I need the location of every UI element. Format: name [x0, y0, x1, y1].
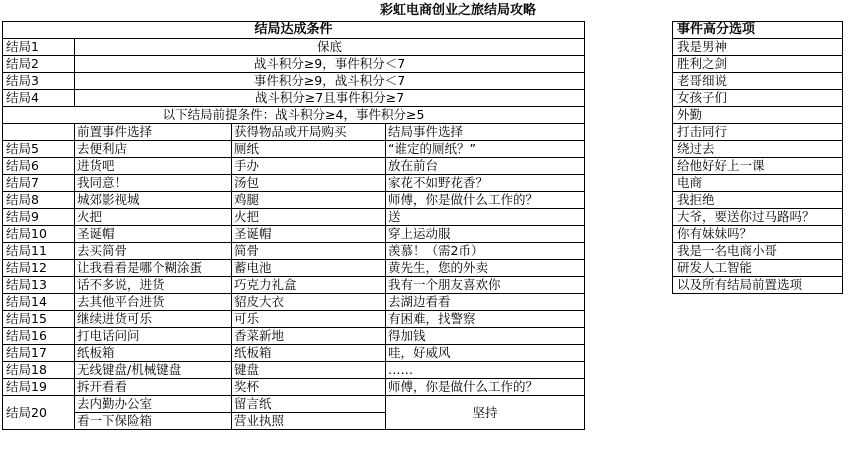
ending-label: 结局6: [3, 158, 75, 175]
table-row: [3, 311, 585, 328]
event-option: 给他好好上一课: [673, 158, 843, 175]
event-options-list: [673, 39, 843, 294]
column-header-item: 获得物品或开局购买: [232, 124, 386, 141]
list-item: [673, 192, 843, 209]
list-item: [673, 243, 843, 260]
ending-event-cell: 羡慕！（需2币）: [386, 243, 585, 260]
event-option: 胜利之剑: [673, 56, 843, 73]
table-row: [3, 209, 585, 226]
item-cell: 貂皮大衣: [232, 294, 386, 311]
ending-conditions-header: 结局达成条件: [3, 22, 585, 39]
item-cell: 营业执照: [232, 413, 386, 430]
table-row: [3, 345, 585, 362]
table-row: [3, 158, 585, 175]
ending-condition: 保底: [75, 39, 585, 56]
page-title: 彩虹电商创业之旅结局攻略: [380, 3, 537, 18]
ending-label: 结局14: [3, 294, 75, 311]
event-option: 外勤: [673, 107, 843, 124]
ending-label: 结局12: [3, 260, 75, 277]
pre-event-cell: 拆开看看: [75, 379, 232, 396]
ending-label: 结局5: [3, 141, 75, 158]
event-high-score-table: [672, 21, 843, 294]
ending-label: 结局13: [3, 277, 75, 294]
ending-label: 结局9: [3, 209, 75, 226]
ending-label: 结局10: [3, 226, 75, 243]
event-option: 我是男神: [673, 39, 843, 56]
ending-event-cell: ……: [386, 362, 585, 379]
event-option: 打击同行: [673, 124, 843, 141]
event-option: 以及所有结局前置选项: [673, 277, 843, 294]
ending-label: 结局4: [3, 90, 75, 107]
item-cell: 键盘: [232, 362, 386, 379]
item-cell: 纸板箱: [232, 345, 386, 362]
ending-event-cell: 送: [386, 209, 585, 226]
ending-event-cell: 师傅，你是做什么工作的？: [386, 192, 585, 209]
event-option: 电商: [673, 175, 843, 192]
ending-event-cell: 去湖边看看: [386, 294, 585, 311]
table-row: [3, 73, 585, 90]
ending-label: 结局7: [3, 175, 75, 192]
ending-label: 结局8: [3, 192, 75, 209]
item-cell: 手办: [232, 158, 386, 175]
ending-label: 结局2: [3, 56, 75, 73]
table-row: [3, 328, 585, 345]
table-row: [3, 294, 585, 311]
pre-event-cell: 话不多说，进货: [75, 277, 232, 294]
pre-event-cell: 圣诞帽: [75, 226, 232, 243]
ending-label: 结局20: [3, 396, 75, 430]
item-cell: 火把: [232, 209, 386, 226]
ending-condition: 战斗积分≥9，事件积分＜7: [75, 56, 585, 73]
pre-event-cell: 打电话问问: [75, 328, 232, 345]
event-high-score-header: 事件高分选项: [673, 22, 843, 39]
list-item: [673, 277, 843, 294]
table-row: [3, 260, 585, 277]
list-item: [673, 175, 843, 192]
table-row: [3, 226, 585, 243]
pre-event-cell: 城郊影视城: [75, 192, 232, 209]
list-item: [673, 141, 843, 158]
item-cell: 简骨: [232, 243, 386, 260]
event-option: 研发人工智能: [673, 260, 843, 277]
pre-event-cell: 看一下保险箱: [75, 413, 232, 430]
list-item: [673, 107, 843, 124]
event-option: 你有妹妹吗？: [673, 226, 843, 243]
pre-event-cell: 去买简骨: [75, 243, 232, 260]
list-item: [673, 73, 843, 90]
list-item: [673, 158, 843, 175]
table-row: [3, 141, 585, 158]
column-header-blank: [3, 124, 75, 141]
list-item: [673, 56, 843, 73]
item-cell: 厕纸: [232, 141, 386, 158]
event-option: 绕过去: [673, 141, 843, 158]
ending-rows: [3, 141, 585, 396]
column-header-pre-event: 前置事件选择: [75, 124, 232, 141]
pre-event-cell: 纸板箱: [75, 345, 232, 362]
ending-label: 结局16: [3, 328, 75, 345]
table-row: [3, 192, 585, 209]
item-cell: 圣诞帽: [232, 226, 386, 243]
ending-event-cell: 师傅，你是做什么工作的？: [386, 379, 585, 396]
item-cell: 奖杯: [232, 379, 386, 396]
list-item: [673, 209, 843, 226]
item-cell: 鸡腿: [232, 192, 386, 209]
item-cell: 巧克力礼盒: [232, 277, 386, 294]
ending-label: 结局3: [3, 73, 75, 90]
list-item: [673, 260, 843, 277]
pre-event-cell: 让我看看是哪个糊涂蛋: [75, 260, 232, 277]
ending-event-cell: “谁定的厕纸？”: [386, 141, 585, 158]
pre-event-cell: 火把: [75, 209, 232, 226]
table-row: [3, 396, 585, 413]
pre-event-cell: 去内勤办公室: [75, 396, 232, 413]
table-row: [3, 90, 585, 107]
column-header-row: [3, 124, 585, 141]
event-option: 我拒绝: [673, 192, 843, 209]
table-row: [3, 175, 585, 192]
ending-label: 结局11: [3, 243, 75, 260]
ending-condition: 事件积分≥9，战斗积分＜7: [75, 73, 585, 90]
event-option: 女孩子们: [673, 90, 843, 107]
table-row: [3, 243, 585, 260]
ending-label: 结局1: [3, 39, 75, 56]
event-option: 我是一名电商小哥: [673, 243, 843, 260]
item-cell: 蓄电池: [232, 260, 386, 277]
ending-event-cell: 穿上运动服: [386, 226, 585, 243]
ending-label: 结局15: [3, 311, 75, 328]
table-row: [3, 362, 585, 379]
ending-event-cell: 放在前台: [386, 158, 585, 175]
pre-event-cell: 去其他平台进货: [75, 294, 232, 311]
item-cell: 可乐: [232, 311, 386, 328]
pre-event-cell: 继续进货可乐: [75, 311, 232, 328]
list-item: [673, 226, 843, 243]
ending-conditions-table: [2, 21, 585, 430]
event-option: 大爷，要送你过马路吗？: [673, 209, 843, 226]
column-header-ending-event: 结局事件选择: [386, 124, 585, 141]
ending-event-cell: 哇，好威风: [386, 345, 585, 362]
list-item: [673, 39, 843, 56]
ending-label: 结局19: [3, 379, 75, 396]
ending-event-cell: 有困难，找警察: [386, 311, 585, 328]
table-row: [3, 379, 585, 396]
ending-label: 结局17: [3, 345, 75, 362]
table-row: [3, 56, 585, 73]
event-option: 老哥细说: [673, 73, 843, 90]
ending-label: 结局18: [3, 362, 75, 379]
pre-event-cell: 进货吧: [75, 158, 232, 175]
item-cell: 汤包: [232, 175, 386, 192]
list-item: [673, 124, 843, 141]
table-row: [3, 39, 585, 56]
ending-condition: 战斗积分≥7且事件积分≥7: [75, 90, 585, 107]
list-item: [673, 90, 843, 107]
ending-event-cell: 家花不如野花香？: [386, 175, 585, 192]
item-cell: 留言纸: [232, 396, 386, 413]
ending-event-cell: 黄先生，您的外卖: [386, 260, 585, 277]
pre-event-cell: 无线键盘/机械键盘: [75, 362, 232, 379]
ending-event-cell: 得加钱: [386, 328, 585, 345]
pre-event-cell: 去便利店: [75, 141, 232, 158]
prerequisite-note: 以下结局前提条件：战斗积分≥4，事件积分≥5: [3, 107, 585, 124]
item-cell: 香菜新地: [232, 328, 386, 345]
table-row: [3, 277, 585, 294]
pre-event-cell: 我同意！: [75, 175, 232, 192]
ending-event-cell: 坚持: [386, 396, 585, 430]
ending-event-cell: 我有一个朋友喜欢你: [386, 277, 585, 294]
